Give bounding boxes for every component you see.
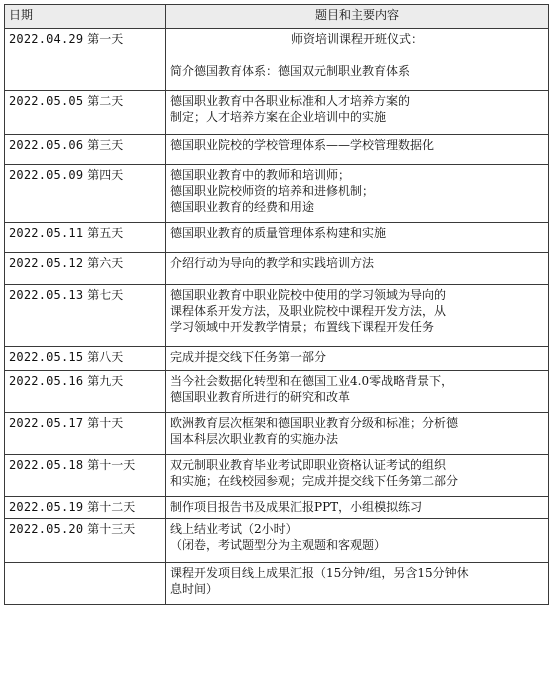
date-text: 2022.05.20	[9, 522, 84, 536]
content-line: 德国职业教育的经费和用途	[170, 200, 315, 214]
day-label: 第十二天	[87, 500, 136, 514]
table-row	[5, 371, 549, 413]
content-cell	[166, 29, 549, 91]
date-cell	[5, 497, 166, 519]
content-line: 完成并提交线下任务第一部分	[170, 350, 327, 364]
day-label: 第十三天	[87, 522, 136, 536]
content-line: 制作项目报告书及成果汇报PPT，小组模拟练习	[170, 500, 423, 514]
content-cell	[166, 165, 549, 223]
content-line: 课程体系开发方法，及职业院校中课程开发方法，从	[170, 304, 447, 318]
content-cell	[166, 497, 549, 519]
table-row	[5, 223, 549, 253]
content-line: 德国职业教育中各职业标准和人才培养方案的	[170, 94, 411, 108]
content-cell	[166, 519, 549, 563]
day-label: 第五天	[87, 226, 124, 240]
content-cell	[166, 135, 549, 165]
table-row	[5, 347, 549, 371]
date-cell	[5, 519, 166, 563]
day-label: 第一天	[87, 32, 124, 46]
date-text: 2022.05.16	[9, 374, 84, 388]
day-label: 第三天	[87, 138, 124, 152]
content-cell	[166, 413, 549, 455]
date-cell	[5, 563, 166, 605]
content-line: 息时间）	[170, 582, 219, 596]
date-cell	[5, 135, 166, 165]
day-label: 第二天	[87, 94, 124, 108]
content-line: 欧洲教育层次框架和德国职业教育分级和标准；分析德	[170, 416, 459, 430]
table-header-row	[5, 5, 549, 29]
content-line: 介绍行动为导向的教学和实践培训方法	[170, 256, 375, 270]
content-line: 简介德国教育体系：德国双元制职业教育体系	[170, 64, 411, 78]
table-row	[5, 285, 549, 347]
table-row	[5, 91, 549, 135]
day-label: 第十天	[87, 416, 124, 430]
content-cell	[166, 91, 549, 135]
table-row	[5, 135, 549, 165]
content-column-header: 题目和主要内容	[166, 5, 549, 29]
content-line: 双元制职业教育毕业考试即职业资格认证考试的组织	[170, 458, 447, 472]
content-line: 德国职业院校的学校管理体系——学校管理数据化	[170, 138, 435, 152]
day-label: 第八天	[87, 350, 124, 364]
date-text: 2022.05.06	[9, 138, 84, 152]
day-label: 第十一天	[87, 458, 136, 472]
date-cell	[5, 223, 166, 253]
schedule-document	[4, 4, 549, 674]
schedule-table	[4, 4, 549, 605]
content-line: 德国职业教育所进行的研究和改革	[170, 390, 351, 404]
table-row	[5, 165, 549, 223]
date-text: 2022.05.05	[9, 94, 84, 108]
content-line: 德国职业教育的质量管理体系构建和实施	[170, 226, 387, 240]
date-cell	[5, 371, 166, 413]
content-line: 和实施；在线校园参观；完成并提交线下任务第二部分	[170, 474, 459, 488]
content-cell	[166, 253, 549, 285]
content-line: 德国职业教育中的教师和培训师；	[170, 168, 351, 182]
day-label: 第九天	[87, 374, 124, 388]
date-cell	[5, 29, 166, 91]
content-line: 学习领域中开发教学情景；布置线下课程开发任务	[170, 320, 435, 334]
date-text: 2022.05.12	[9, 256, 84, 270]
table-row	[5, 413, 549, 455]
date-cell	[5, 347, 166, 371]
content-line: 线上结业考试（2小时）	[170, 522, 298, 536]
table-row	[5, 497, 549, 519]
date-text: 2022.05.15	[9, 350, 84, 364]
content-line: 国本科层次职业教育的实施办法	[170, 432, 339, 446]
content-line: 德国职业院校师资的培养和进修机制；	[170, 184, 375, 198]
day-label: 第六天	[87, 256, 124, 270]
date-text: 2022.05.11	[9, 226, 84, 240]
date-text: 2022.04.29	[9, 32, 84, 46]
blank-line	[170, 47, 544, 63]
content-line: 德国职业教育中职业院校中使用的学习领域为导向的	[170, 288, 447, 302]
date-cell	[5, 455, 166, 497]
date-text: 2022.05.18	[9, 458, 84, 472]
table-row	[5, 563, 549, 605]
table-row	[5, 253, 549, 285]
table-row	[5, 519, 549, 563]
date-cell	[5, 165, 166, 223]
date-cell	[5, 413, 166, 455]
table-row	[5, 455, 549, 497]
date-cell	[5, 285, 166, 347]
content-line: 师资培训课程开班仪式：	[290, 32, 423, 46]
date-cell	[5, 91, 166, 135]
content-cell	[166, 347, 549, 371]
content-line: 当今社会数据化转型和在德国工业4.0零战略背景下，	[170, 374, 454, 388]
content-line: （闭卷，考试题型分为主观题和客观题）	[170, 538, 387, 552]
content-cell	[166, 285, 549, 347]
table-row	[5, 29, 549, 91]
date-cell	[5, 253, 166, 285]
date-column-header: 日期	[5, 5, 166, 29]
content-cell	[166, 223, 549, 253]
date-text: 2022.05.13	[9, 288, 84, 302]
date-text: 2022.05.19	[9, 500, 84, 514]
content-line: 制定；人才培养方案在企业培训中的实施	[170, 110, 387, 124]
day-label: 第四天	[87, 168, 124, 182]
content-cell	[166, 371, 549, 413]
date-text: 2022.05.17	[9, 416, 84, 430]
day-label: 第七天	[87, 288, 124, 302]
content-cell	[166, 563, 549, 605]
content-line: 课程开发项目线上成果汇报（15分钟/组，另含15分钟休	[170, 566, 469, 580]
date-text: 2022.05.09	[9, 168, 84, 182]
content-cell	[166, 455, 549, 497]
